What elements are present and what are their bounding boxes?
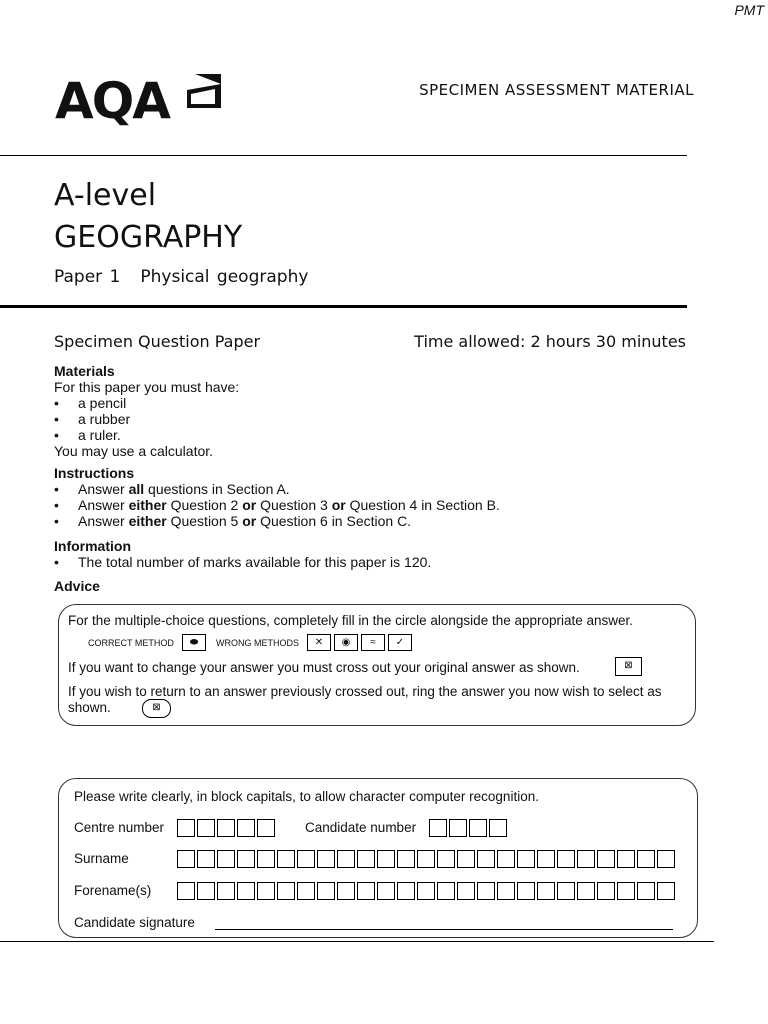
instructions-section (54, 465, 500, 529)
character-box[interactable] (217, 882, 235, 900)
character-box[interactable] (397, 882, 415, 900)
character-box[interactable] (377, 882, 395, 900)
signature-line[interactable] (215, 929, 673, 930)
character-box[interactable] (637, 850, 655, 868)
character-box[interactable] (357, 882, 375, 900)
tick-mark-icon: ✓ (388, 634, 412, 651)
character-box[interactable] (437, 882, 455, 900)
paper-name: Physical geography (140, 267, 309, 287)
character-box[interactable] (477, 850, 495, 868)
character-box[interactable] (617, 882, 635, 900)
character-box[interactable] (217, 819, 235, 837)
divider (0, 155, 687, 156)
character-box[interactable] (417, 882, 435, 900)
character-box[interactable] (357, 850, 375, 868)
candidate-details-box (58, 778, 698, 938)
character-box[interactable] (477, 882, 495, 900)
character-box[interactable] (657, 850, 675, 868)
ringed-answer-icon: ⊠ (142, 699, 171, 718)
advice-section (54, 578, 100, 594)
character-box[interactable] (449, 819, 467, 837)
character-box[interactable] (557, 882, 575, 900)
character-box[interactable] (337, 882, 355, 900)
divider-thick (0, 305, 687, 308)
subject-title: GEOGRAPHY (54, 220, 243, 255)
character-box[interactable] (497, 882, 515, 900)
materials-intro: For this paper you must have: (54, 379, 240, 395)
character-box[interactable] (397, 850, 415, 868)
character-box[interactable] (237, 819, 255, 837)
crossed-answer-icon: ⊠ (615, 657, 642, 676)
character-box[interactable] (257, 819, 275, 837)
character-box[interactable] (297, 882, 315, 900)
character-box[interactable] (217, 850, 235, 868)
list-item: • The total number of marks available for this paper is 120. (54, 554, 432, 570)
cross-mark-icon: ✕ (307, 634, 331, 651)
character-box[interactable] (417, 850, 435, 868)
surname-label: Surname (74, 851, 129, 866)
character-box[interactable] (177, 819, 195, 837)
time-allowed: Time allowed: 2 hours 30 minutes (414, 332, 686, 351)
scribble-icon: ≈ (361, 634, 385, 651)
dotted-circle-icon: ◉ (334, 634, 358, 651)
qualification-title: A-level (54, 178, 157, 213)
divider (0, 941, 714, 942)
character-box[interactable] (469, 819, 487, 837)
character-box[interactable] (177, 850, 195, 868)
surname-field[interactable] (177, 850, 677, 868)
character-box[interactable] (197, 850, 215, 868)
character-box[interactable] (257, 882, 275, 900)
wrong-methods-label: WRONG METHODS (216, 638, 299, 648)
character-box[interactable] (577, 882, 595, 900)
character-box[interactable] (177, 882, 195, 900)
character-box[interactable] (489, 819, 507, 837)
paper-number: Paper 1 (54, 267, 121, 287)
advice-line: If you wish to return to an answer previously crossed out, ring the answer you now wish to select as (68, 684, 662, 699)
forename-field[interactable] (177, 882, 677, 900)
advice-box (58, 604, 696, 726)
list-item: • Answer either Question 2 or Question 3 or Question 4 in Section B. (54, 497, 500, 513)
character-box[interactable] (257, 850, 275, 868)
character-box[interactable] (517, 882, 535, 900)
paper-type: Specimen Question Paper (54, 332, 261, 351)
filled-circle-icon: ⬬ (182, 634, 206, 651)
character-box[interactable] (237, 850, 255, 868)
advice-line: If you want to change your answer you must cross out your original answer as shown. (68, 660, 580, 675)
candidate-number-field[interactable] (429, 819, 509, 837)
centre-number-field[interactable] (177, 819, 277, 837)
character-box[interactable] (457, 882, 475, 900)
character-box[interactable] (637, 882, 655, 900)
information-section (54, 538, 431, 570)
materials-heading: Materials (54, 363, 115, 379)
candidate-intro: Please write clearly, in block capitals, to allow character computer recognition. (74, 789, 539, 804)
list-item: • a rubber (54, 411, 131, 427)
character-box[interactable] (457, 850, 475, 868)
character-box[interactable] (577, 850, 595, 868)
character-box[interactable] (317, 850, 335, 868)
centre-number-label: Centre number (74, 820, 165, 835)
materials-section (54, 363, 239, 459)
logo-mark-icon (185, 72, 223, 110)
corner-label: PMT (734, 2, 764, 18)
character-box[interactable] (197, 819, 215, 837)
correct-method-label: CORRECT METHOD (88, 638, 174, 648)
paper-title (54, 267, 308, 287)
calculator-note: You may use a calculator. (54, 443, 214, 459)
list-item: • Answer all questions in Section A. (54, 481, 290, 497)
character-box[interactable] (557, 850, 575, 868)
list-item: • a ruler. (54, 427, 121, 443)
character-box[interactable] (317, 882, 335, 900)
logo-text: AQA (55, 72, 169, 130)
character-box[interactable] (517, 850, 535, 868)
advice-line: shown. (68, 700, 111, 715)
character-box[interactable] (197, 882, 215, 900)
signature-label: Candidate signature (74, 915, 195, 930)
information-heading: Information (54, 538, 131, 554)
candidate-number-label: Candidate number (305, 820, 417, 835)
aqa-logo (55, 72, 223, 130)
character-box[interactable] (537, 882, 555, 900)
advice-line: For the multiple-choice questions, completely fill in the circle alongside the appropriate answer. (68, 613, 634, 628)
forename-label: Forename(s) (74, 883, 152, 898)
character-box[interactable] (429, 819, 447, 837)
character-box[interactable] (657, 882, 675, 900)
list-item: • Answer either Question 5 or Question 6 in Section C. (54, 513, 412, 529)
character-box[interactable] (277, 850, 295, 868)
character-box[interactable] (277, 882, 295, 900)
character-box[interactable] (337, 850, 355, 868)
character-box[interactable] (297, 850, 315, 868)
character-box[interactable] (597, 882, 615, 900)
specimen-label: SPECIMEN ASSESSMENT MATERIAL (419, 81, 694, 99)
character-box[interactable] (377, 850, 395, 868)
list-item: • a pencil (54, 395, 127, 411)
character-box[interactable] (537, 850, 555, 868)
character-box[interactable] (497, 850, 515, 868)
instructions-heading: Instructions (54, 465, 135, 481)
advice-heading: Advice (54, 578, 100, 594)
character-box[interactable] (617, 850, 635, 868)
character-box[interactable] (237, 882, 255, 900)
character-box[interactable] (597, 850, 615, 868)
character-box[interactable] (437, 850, 455, 868)
